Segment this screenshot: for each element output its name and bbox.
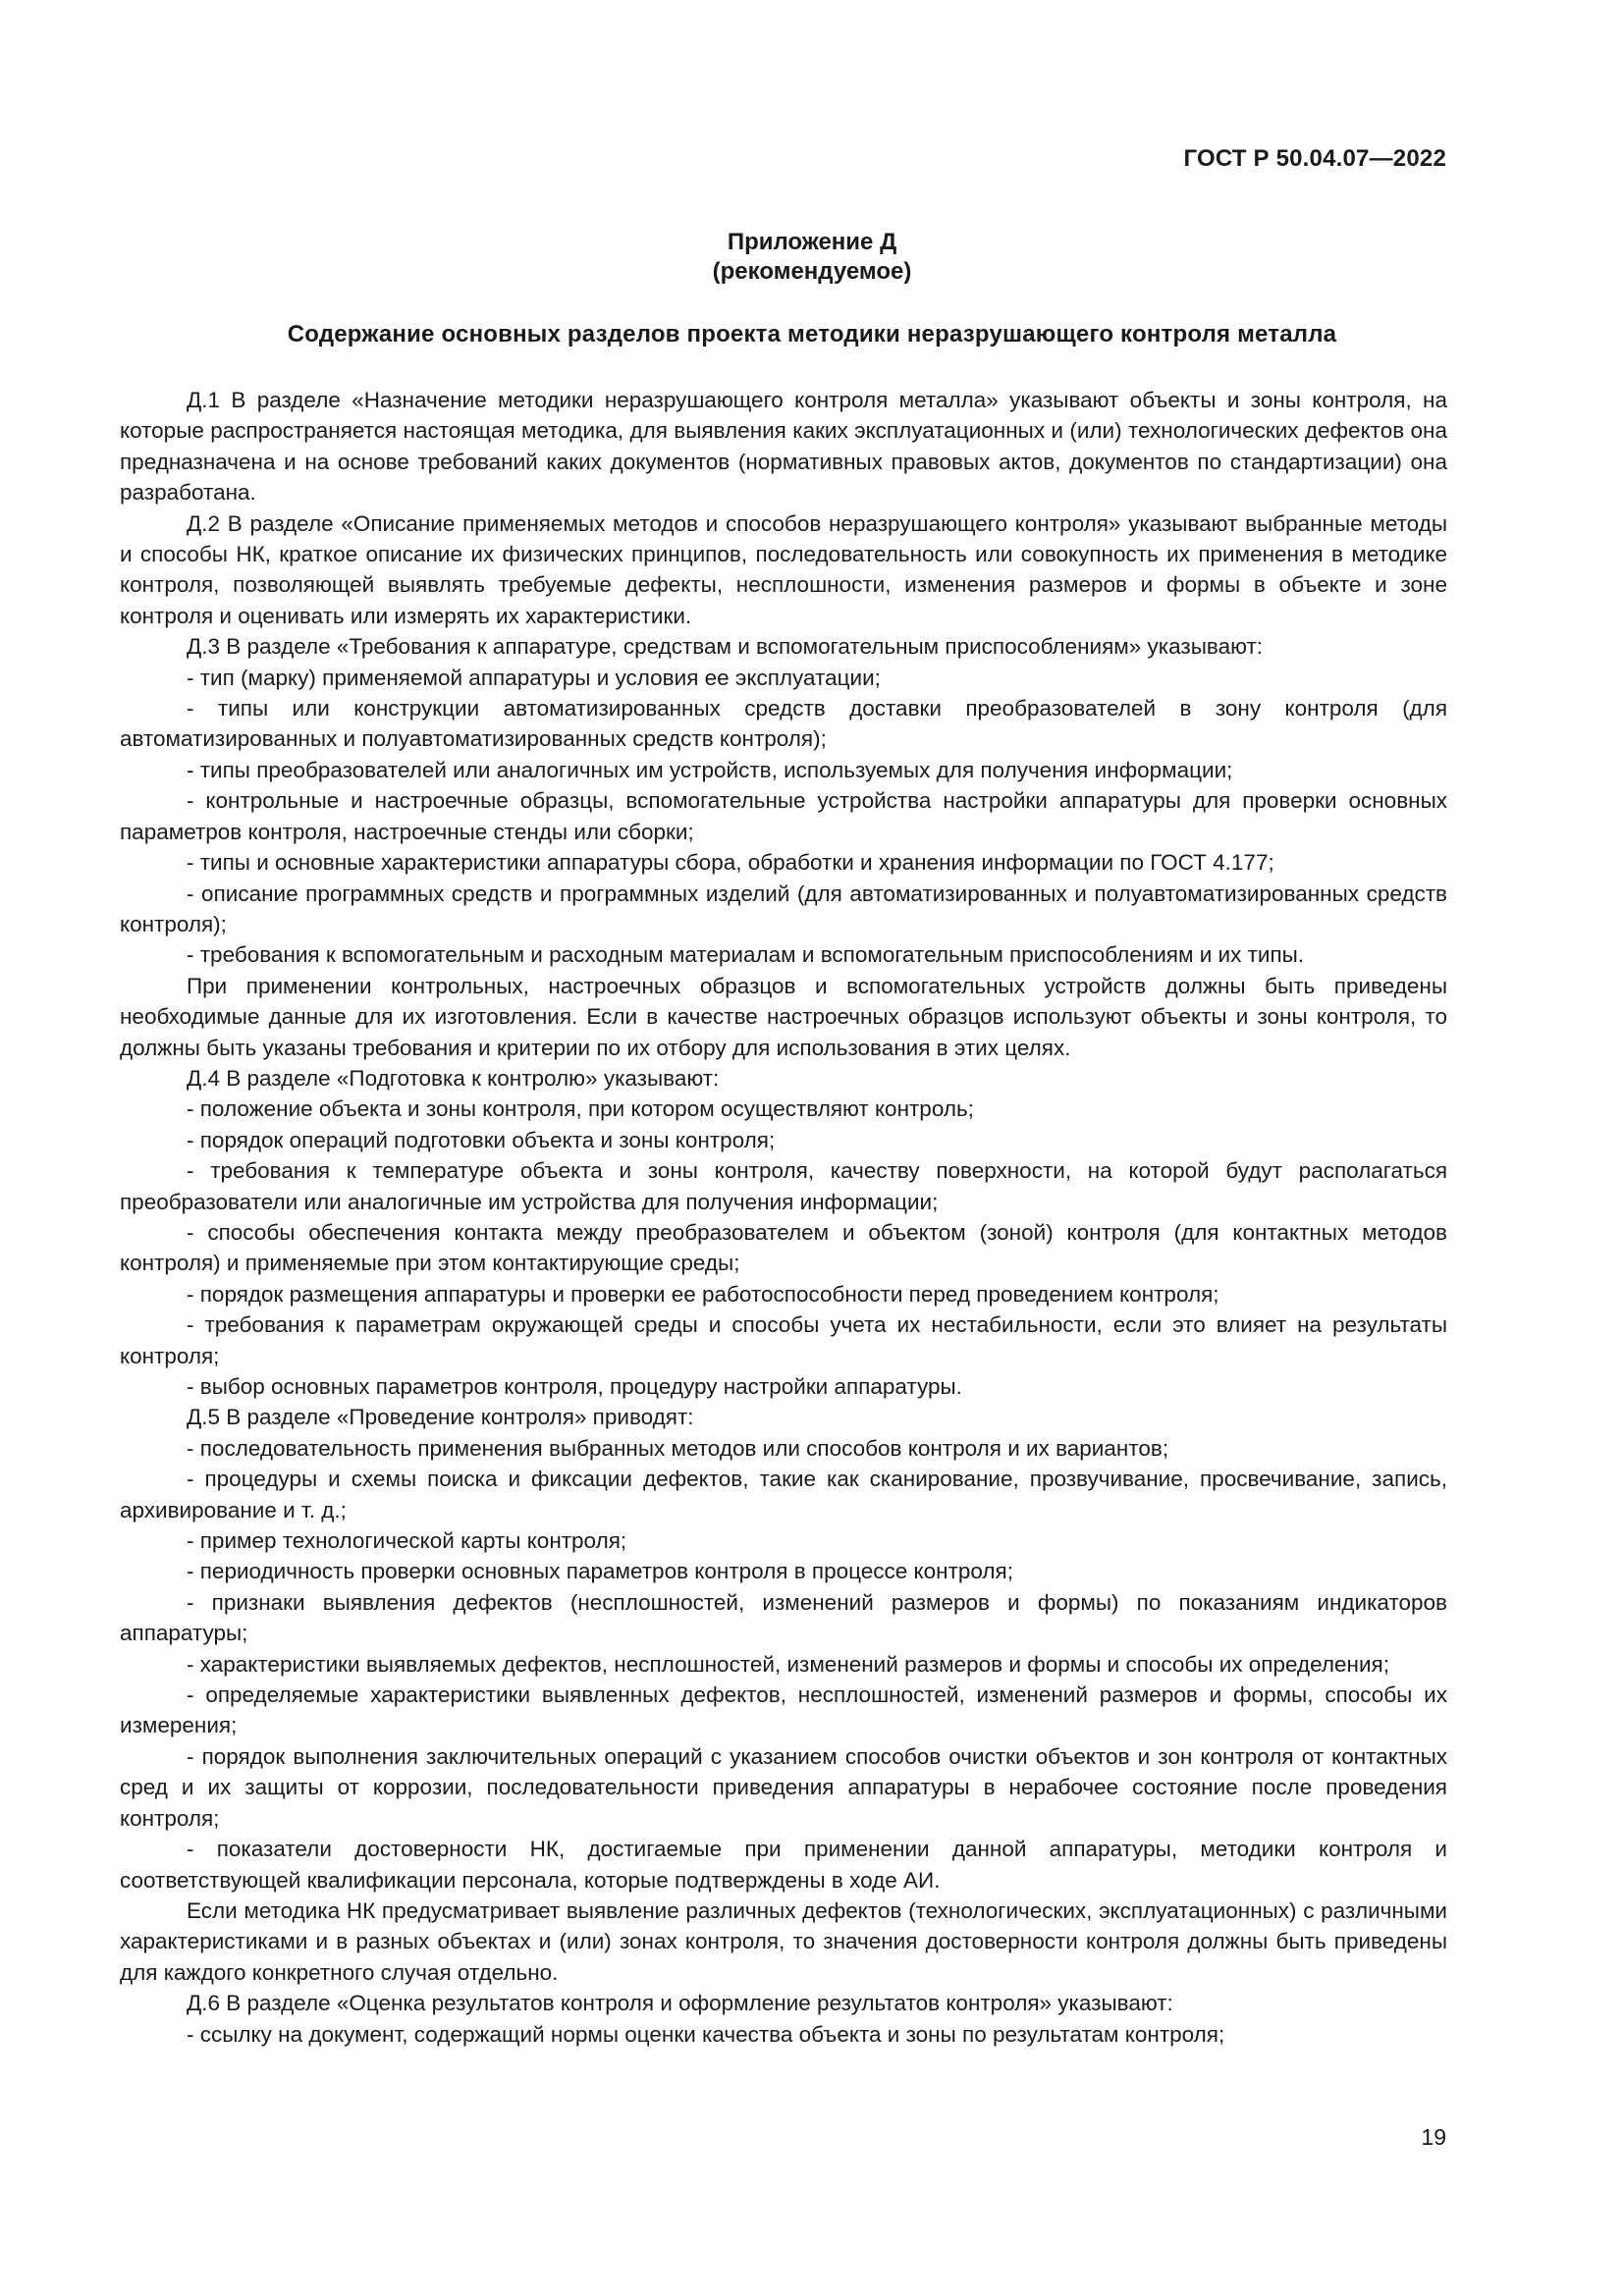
appendix-status: (рекомендуемое) xyxy=(712,258,912,285)
list-item: - порядок выполнения заключительных операций с указанием способов очистки объектов и зон контроля от контактных сред и их защиты от коррозии, последовательности приведения аппаратуры в нерабочее состояние после проведения контроля; xyxy=(120,1743,1447,1831)
list-item: - типы или конструкции автоматизированных средств доставки преобразователей в зону контроля (для автоматизированных и полуавтоматизированных средств контроля); xyxy=(120,696,1447,752)
list-item: - характеристики выявляемых дефектов, несплошностей, изменений размеров и формы и способы их определения; xyxy=(187,1651,1389,1677)
list-item: - тип (марку) применяемой аппаратуры и условия ее эксплуатации; xyxy=(187,665,881,690)
list-item: - пример технологической карты контроля; xyxy=(187,1528,627,1554)
list-item: - требования к вспомогательным и расходным материалам и вспомогательным приспособлениям и их типы. xyxy=(187,942,1305,968)
list-item: - периодичность проверки основных параметров контроля в процессе контроля; xyxy=(187,1559,1013,1584)
list-item: - выбор основных параметров контроля, процедуру настройки аппаратуры. xyxy=(187,1374,962,1399)
paragraph: Д.4 В разделе «Подготовка к контролю» указывают: xyxy=(187,1065,720,1091)
list-item: - способы обеспечения контакта между преобразователем и объектом (зоной) контроля (для контактных методов контроля) и применяемые при этом контактирующие среды; xyxy=(120,1219,1447,1276)
list-item: - ссылку на документ, содержащий нормы оценки качества объекта и зоны по результатам контроля; xyxy=(187,2021,1225,2047)
document-body xyxy=(120,385,1447,2050)
list-item: - показатели достоверности НК, достигаемые при применении данной аппаратуры, методики контроля и соответствующей квалификации персонала, которые подтверждены в ходе АИ. xyxy=(120,1837,1447,1893)
list-item: - требования к параметрам окружающей среды и способы учета их нестабильности, если это влияет на результаты контроля; xyxy=(120,1312,1447,1368)
paragraph: Д.5 В разделе «Проведение контроля» приводят: xyxy=(187,1405,694,1430)
list-item: - порядок размещения аппаратуры и проверки ее работоспособности перед проведением контроля; xyxy=(187,1281,1219,1307)
list-item: - описание программных средств и программных изделий (для автоматизированных и полуавтоматизированных средств контроля); xyxy=(120,881,1447,936)
list-item: - определяемые характеристики выявленных дефектов, несплошностей, изменений размеров и формы, способы их измерения; xyxy=(120,1682,1447,1738)
paragraph: Д.2 В разделе «Описание применяемых методов и способов неразрушающего контроля» указывают выбранные методы и способы НК, краткое описание их физических принципов, последовательность или совокупность их применения в методике контроля, позволяющей выявлять требуемые дефекты, несплошности, изменения размеров и формы в объекте и зоне контроля и оценивать или измерять их характеристики. xyxy=(120,510,1447,628)
appendix-heading xyxy=(0,228,1624,287)
list-item: - последовательность применения выбранных методов или способов контроля и их вариантов; xyxy=(187,1435,1169,1461)
standard-code: ГОСТ Р 50.04.07—2022 xyxy=(1183,145,1446,172)
appendix-name: Приложение Д xyxy=(727,229,897,255)
list-item: - типы преобразователей или аналогичных им устройств, используемых для получения информации; xyxy=(187,757,1233,782)
paragraph: Д.3 В разделе «Требования к аппаратуре, средствам и вспомогательным приспособлениям» указывают: xyxy=(187,634,1264,660)
page-number: 19 xyxy=(1421,2124,1446,2150)
paragraph: Д.1 В разделе «Назначение методики неразрушающего контроля металла» указывают объекты и зоны контроля, на которые распространяется настоящая методика, для выявления каких эксплуатационных и (или) технологических дефектов она предназначена и на основе требований каких документов (нормативных правовых актов, документов по стандартизации) она разработана. xyxy=(120,388,1447,506)
list-item: - порядок операций подготовки объекта и зоны контроля; xyxy=(187,1127,776,1152)
paragraph: Если методика НК предусматривает выявление различных дефектов (технологических, эксплуатационных) с различными характеристиками и в разных объектах и (или) зонах контроля, то значения достоверности контроля должны быть приведены для каждого конкретного случая отдельно. xyxy=(120,1897,1447,1985)
paragraph: При применении контрольных, настроечных образцов и вспомогательных устройств должны быть приведены необходимые данные для их изготовления. Если в качестве настроечных образцов используют объекты и зоны контроля, то должны быть указаны требования и критерии по их отбору для использования в этих целях. xyxy=(120,973,1447,1060)
section-title: Содержание основных разделов проекта методики неразрушающего контроля металла xyxy=(287,321,1337,347)
list-item: - процедуры и схемы поиска и фиксации дефектов, такие как сканирование, прозвучивание, просвечивание, запись, архивирование и т. д.; xyxy=(120,1467,1447,1522)
list-item: - типы и основные характеристики аппаратуры сбора, обработки и хранения информации по ГОСТ 4.177; xyxy=(187,850,1274,876)
list-item: - признаки выявления дефектов (несплошностей, изменений размеров и формы) по показаниям индикаторов аппаратуры; xyxy=(120,1589,1447,1646)
list-item: - положение объекта и зоны контроля, при котором осуществляют контроль; xyxy=(187,1096,974,1122)
paragraph: Д.6 В разделе «Оценка результатов контроля и оформление результатов контроля» указывают: xyxy=(187,1991,1173,2016)
list-item: - контрольные и настроечные образцы, вспомогательные устройства настройки аппаратуры для проверки основных параметров контроля, настроечные стенды или сборки; xyxy=(120,788,1447,844)
list-item: - требования к температуре объекта и зоны контроля, качеству поверхности, на которой будут располагаться преобразователи или аналогичные им устройства для получения информации; xyxy=(120,1158,1447,1214)
